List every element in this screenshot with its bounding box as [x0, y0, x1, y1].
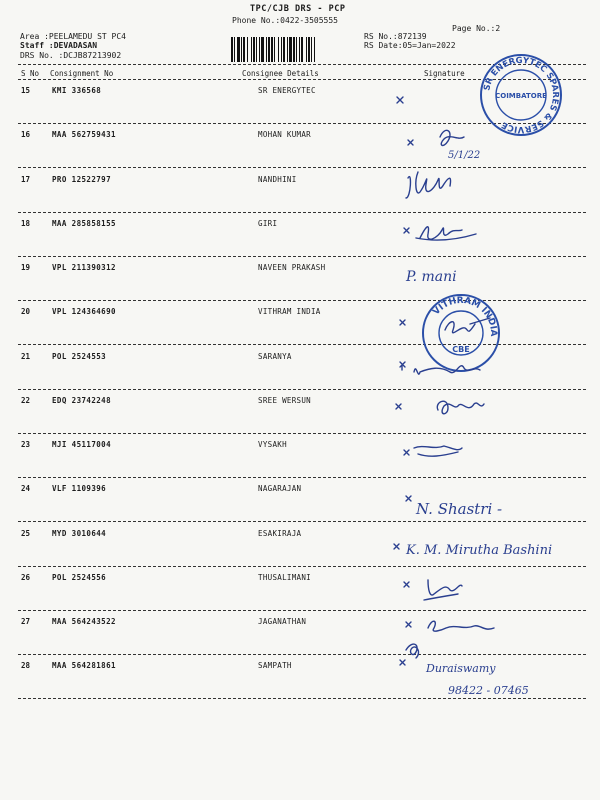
- staff-field: Staff :DEVADASAN: [20, 41, 98, 50]
- barcode-bar: [241, 37, 242, 62]
- row-consignment-no: MAA 564281861: [52, 661, 116, 670]
- row-sno: 18: [21, 219, 31, 228]
- row-consignment-no: KMI 336568: [52, 86, 102, 95]
- barcode-bar: [296, 37, 297, 62]
- row-sno: 25: [21, 529, 31, 538]
- row-sno: 22: [21, 396, 31, 405]
- sig-mark-16: [408, 140, 413, 145]
- row-consignment-no: MYD 3010644: [52, 529, 107, 538]
- signature-layer: [370, 82, 600, 702]
- signature-row-25: K. M. Mirutha Bashini: [406, 543, 553, 558]
- barcode-bar: [251, 37, 252, 62]
- row-sno: 19: [21, 263, 31, 272]
- row-consignment-no: VLF 1109396: [52, 484, 107, 493]
- signature-row-16-date: 5/1/22: [448, 150, 481, 161]
- row-sno: 20: [21, 307, 31, 316]
- signature-row-28-phone: 98422 - 07465: [448, 684, 529, 697]
- barcode-bar: [289, 37, 292, 62]
- sig-mark-21: [400, 362, 405, 370]
- sig-mark-15: [397, 97, 403, 103]
- row-sno: 23: [21, 440, 31, 449]
- row-consignee: SAMPATH: [258, 661, 292, 670]
- barcode-bar: [281, 37, 282, 62]
- col-header-sno: S No: [21, 69, 40, 78]
- row-sno: 28: [21, 661, 31, 670]
- barcode-bar: [293, 37, 295, 62]
- barcode-bar: [278, 37, 279, 62]
- barcode-bar: [274, 37, 275, 62]
- row-consignee: THUSALIMANI: [258, 573, 311, 582]
- barcode-bar: [268, 37, 270, 62]
- signature-row-16: [440, 130, 464, 145]
- signature-row-28-name: Duraiswamy: [426, 662, 496, 675]
- rs-date: RS Date:05=Jan=2022: [364, 41, 456, 50]
- barcode-bar: [243, 37, 245, 62]
- row-consignee: VYSAKH: [258, 440, 287, 449]
- barcode-bar: [237, 37, 240, 62]
- signature-row-22: [437, 401, 484, 414]
- barcode-bar: [256, 37, 257, 62]
- row-consignment-no: MJI 45117004: [52, 440, 111, 449]
- row-sno: 24: [21, 484, 31, 493]
- row-consignment-no: EDQ 23742248: [52, 396, 111, 405]
- barcode-bar: [231, 37, 233, 62]
- row-consignment-no: VPL 211390312: [52, 263, 116, 272]
- row-consignee: GIRI: [258, 219, 278, 228]
- signature-row-28-scribble: [406, 644, 419, 658]
- row-consignee: NAVEEN PRAKASH: [258, 263, 326, 272]
- col-header-consignment: Consignment No: [50, 69, 114, 78]
- barcode-bar: [308, 37, 310, 62]
- sheet-title: TPC/CJB DRS - PCP: [250, 4, 346, 14]
- row-sno: 26: [21, 573, 31, 582]
- barcode-bar: [299, 37, 300, 62]
- drs-number: DRS No. :DCJB87213902: [20, 51, 122, 60]
- row-consignment-no: MAA 285858155: [52, 219, 116, 228]
- signature-row-19: P. mani: [406, 269, 457, 285]
- row-consignee: MOHAN KUMAR: [258, 130, 311, 139]
- barcode-image: [229, 36, 355, 63]
- barcode-bar: [247, 37, 248, 62]
- row-sno: 27: [21, 617, 31, 626]
- signature-row-23: [414, 446, 462, 456]
- signature-row-24: N. Shastri -: [416, 500, 503, 518]
- row-consignee: NAGARAJAN: [258, 484, 302, 493]
- barcode-bar: [314, 37, 315, 62]
- row-consignee: ESAKIRAJA: [258, 529, 302, 538]
- row-consignment-no: POL 2524556: [52, 573, 107, 582]
- row-consignment-no: POL 2524553: [52, 352, 107, 361]
- sig-mark-22: [396, 404, 401, 409]
- sig-mark-23: [404, 450, 409, 455]
- barcode-bar: [283, 37, 285, 62]
- signature-row-26: [424, 580, 462, 600]
- sig-mark-18: [404, 228, 409, 233]
- row-consignee: SR ENERGYTEC: [258, 86, 316, 95]
- row-consignment-no: MAA 564243522: [52, 617, 116, 626]
- barcode-bar: [301, 37, 303, 62]
- sig-mark-28: [400, 660, 405, 665]
- vithram-stamp-text: VITHRAM INDIA: [431, 295, 499, 337]
- vithram-stamp-city: CBE: [452, 345, 470, 354]
- row-consignment-no: MAA 562759431: [52, 130, 116, 139]
- barcode-bar: [271, 37, 273, 62]
- sig-mark-20: [400, 320, 405, 325]
- barcode-bar: [287, 37, 288, 62]
- page-number: Page No.:2: [452, 24, 501, 33]
- col-header-consignee: Consignee Details: [242, 69, 319, 78]
- row-sno: 16: [21, 130, 31, 139]
- signature-row-20: [445, 318, 490, 333]
- barcode-bar: [234, 37, 235, 62]
- barcode-bar: [259, 37, 260, 62]
- row-consignment-no: VPL 124364690: [52, 307, 116, 316]
- row-consignee: JAGANATHAN: [258, 617, 307, 626]
- sig-mark-24: [406, 496, 411, 501]
- area-field: Area :PEELAMEDU ST PC4: [20, 32, 126, 41]
- sr-energytec-stamp-city: COIMBATORE: [495, 92, 547, 100]
- row-consignee: SREE WERSUN: [258, 396, 311, 405]
- row-sno: 15: [21, 86, 31, 95]
- phone-number: Phone No.:0422-3505555: [232, 16, 338, 25]
- sig-mark-26: [404, 582, 409, 587]
- row-consignee: NANDHINI: [258, 175, 297, 184]
- row-sno: 21: [21, 352, 31, 361]
- row-consignment-no: PRO 12522797: [52, 175, 111, 184]
- barcode-bar: [253, 37, 255, 62]
- barcode-bar: [266, 37, 267, 62]
- sig-mark-27: [406, 622, 411, 627]
- signature-row-27: [428, 621, 494, 631]
- signature-row-21: [414, 366, 480, 374]
- barcode-bar: [306, 37, 307, 62]
- row-consignee: VITHRAM INDIA: [258, 307, 321, 316]
- sr-energytec-stamp-text: SR ENERGYTEC SPARES & SERVICE: [482, 55, 561, 135]
- sig-mark-25: [394, 544, 399, 549]
- col-header-signature: Signature: [424, 69, 465, 78]
- row-sno: 17: [21, 175, 31, 184]
- barcode-bar: [311, 37, 312, 62]
- signature-row-18: [416, 227, 476, 240]
- rs-number: RS No.:872139: [364, 32, 427, 41]
- barcode-bar: [261, 37, 264, 62]
- signature-row-17: [406, 172, 451, 198]
- row-consignee: SARANYA: [258, 352, 292, 361]
